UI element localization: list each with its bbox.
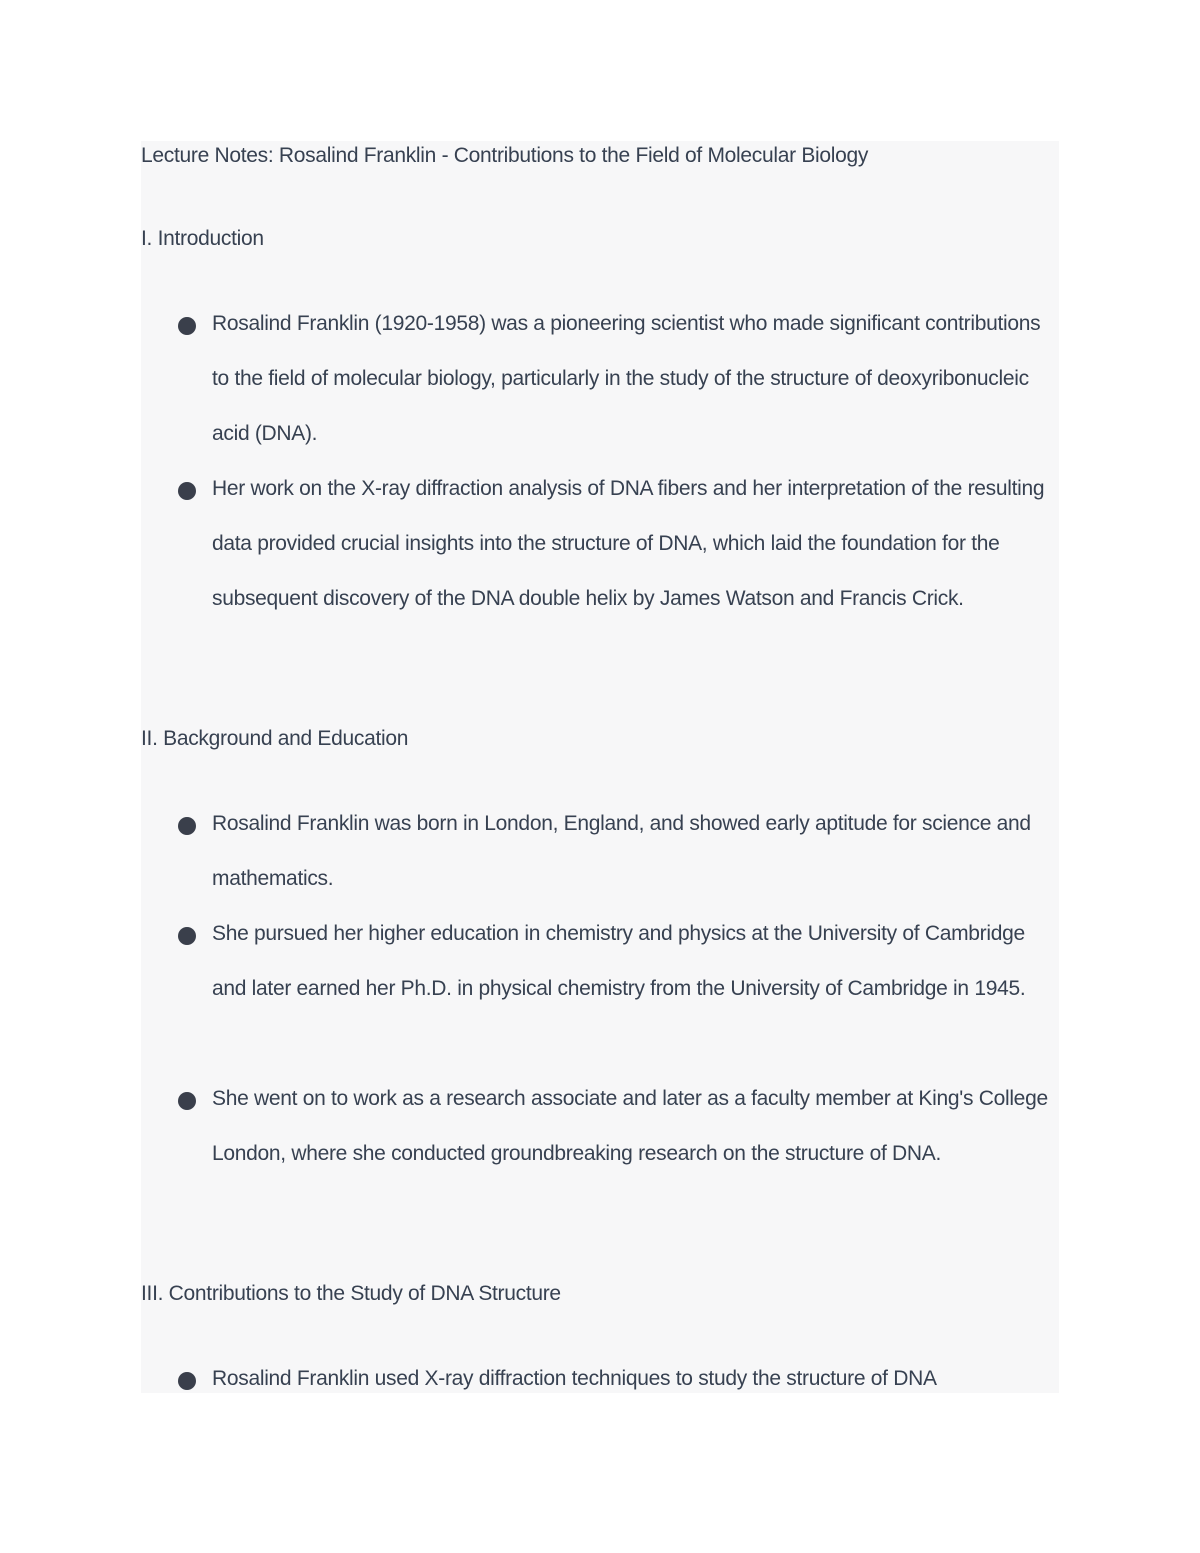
bullet-icon xyxy=(178,817,196,835)
list-item: Rosalind Franklin (1920-1958) was a pioneering scientist who made significant contributions to the field of molecular biology, particularly in the study of the structure of deoxyribonucleic acid (DNA). xyxy=(212,312,1041,445)
list-item: Her work on the X-ray diffraction analysis of DNA fibers and her interpretation of the resulting data provided crucial insights into the structure of DNA, which laid the foundation for the subsequent discovery of the DNA double helix by James Watson and Francis Crick. xyxy=(212,477,1045,610)
section-heading-introduction: I. Introduction xyxy=(141,227,264,250)
list-item: Rosalind Franklin used X-ray diffraction techniques to study the structure of DNA xyxy=(212,1367,937,1390)
list-item: She pursued her higher education in chemistry and physics at the University of Cambridge and later earned her Ph.D. in physical chemistry from the University of Cambridge in 1945. xyxy=(212,922,1026,1000)
list-item: Rosalind Franklin was born in London, England, and showed early aptitude for science and mathematics. xyxy=(212,812,1031,890)
list-item: She went on to work as a research associate and later as a faculty member at King's College London, where she conducted groundbreaking research on the structure of DNA. xyxy=(212,1087,1048,1165)
section-heading-dna-structure: III. Contributions to the Study of DNA Structure xyxy=(141,1282,561,1305)
bullet-icon xyxy=(178,1372,196,1390)
document-title: Lecture Notes: Rosalind Franklin - Contributions to the Field of Molecular Biology xyxy=(141,144,869,167)
bullet-icon xyxy=(178,317,196,335)
bullet-icon xyxy=(178,482,196,500)
bullet-icon xyxy=(178,1092,196,1110)
section-heading-background-education: II. Background and Education xyxy=(141,727,409,750)
bullet-icon xyxy=(178,927,196,945)
